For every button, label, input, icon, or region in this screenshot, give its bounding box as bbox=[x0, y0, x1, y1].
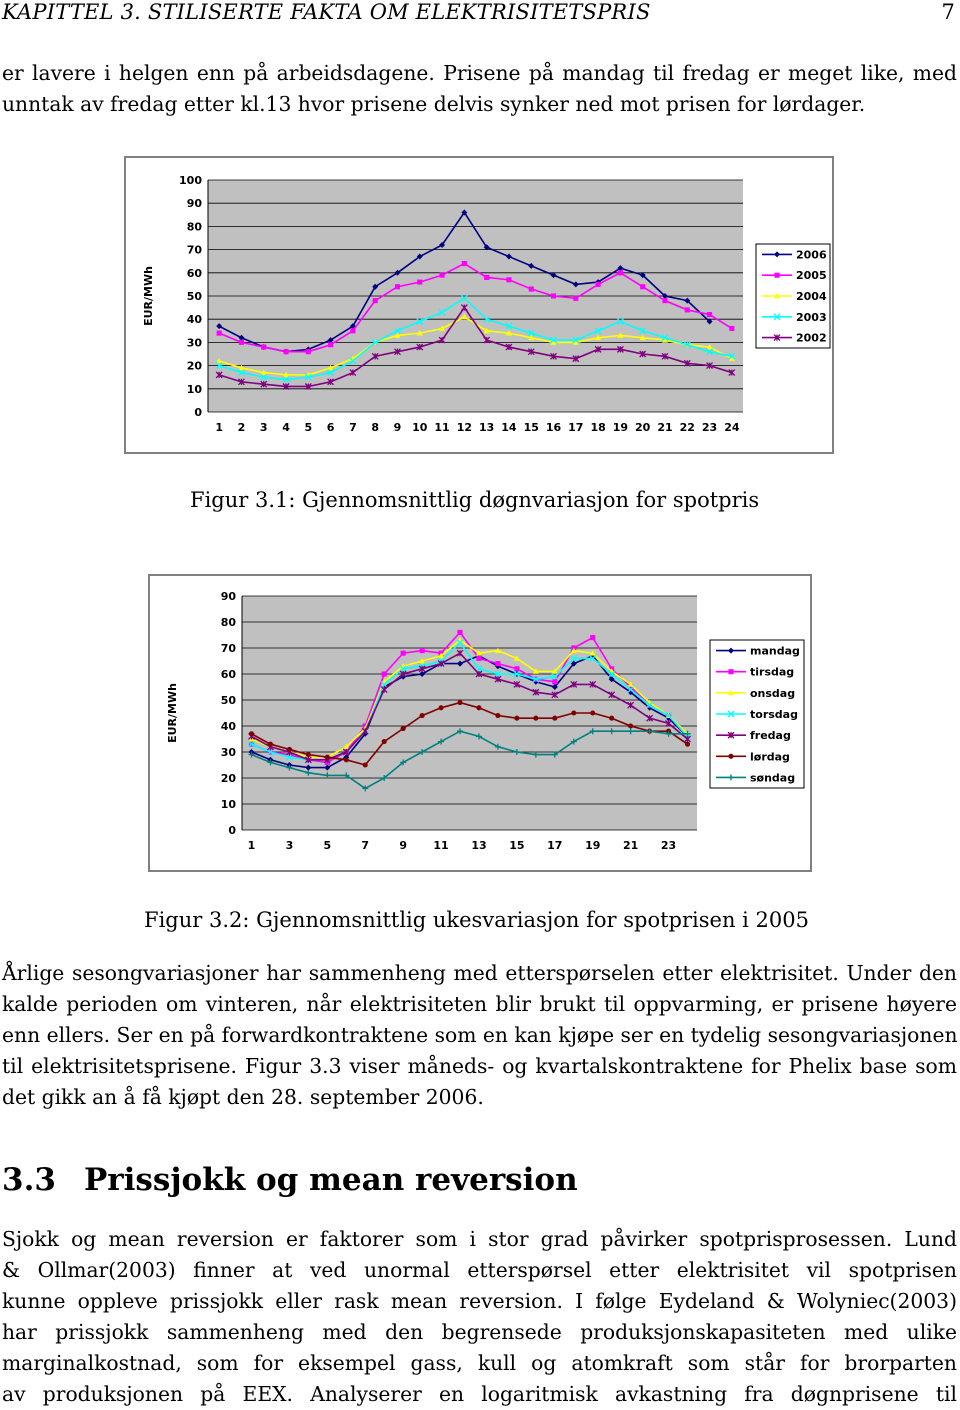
x-tick-label: 18 bbox=[590, 421, 606, 434]
legend-label: mandag bbox=[750, 644, 800, 658]
figure-3-1-chart bbox=[124, 156, 834, 454]
y-tick-label: 20 bbox=[220, 772, 236, 785]
data-point bbox=[495, 661, 500, 666]
data-point bbox=[325, 755, 330, 760]
data-point bbox=[401, 651, 406, 656]
data-point bbox=[728, 754, 733, 759]
text-line: er lavere i helgen enn på arbeidsdagene. Prisene på mandag til fredag er meget like, med bbox=[2, 61, 957, 85]
legend bbox=[710, 640, 804, 788]
x-tick-label: 12 bbox=[456, 421, 473, 434]
x-tick-label: 1 bbox=[215, 421, 223, 434]
chart-svg bbox=[148, 574, 812, 872]
data-point bbox=[261, 344, 266, 349]
legend-label: 2004 bbox=[796, 290, 827, 303]
data-point bbox=[707, 312, 712, 317]
x-tick-label: 11 bbox=[434, 421, 450, 434]
y-tick-label: 40 bbox=[220, 720, 236, 733]
legend-label: lørdag bbox=[750, 750, 790, 764]
body-paragraph bbox=[2, 958, 957, 1113]
legend-label: torsdag bbox=[750, 708, 798, 721]
data-point bbox=[728, 669, 733, 674]
data-point bbox=[476, 656, 481, 661]
data-point bbox=[239, 340, 244, 345]
text-line: det gikk an å få kjøpt den 28. september 2006. bbox=[2, 1085, 484, 1109]
data-point bbox=[440, 273, 445, 278]
data-point bbox=[395, 284, 400, 289]
x-tick-label: 3 bbox=[259, 421, 268, 434]
y-tick-label: 70 bbox=[186, 243, 202, 257]
data-point bbox=[382, 739, 387, 744]
data-point bbox=[685, 307, 690, 312]
x-tick-label: 7 bbox=[349, 421, 357, 434]
x-tick-label: 13 bbox=[478, 421, 495, 434]
data-point bbox=[350, 328, 355, 333]
data-point bbox=[685, 742, 690, 747]
section-heading bbox=[2, 1162, 578, 1198]
data-point bbox=[268, 742, 273, 747]
intro-paragraph bbox=[2, 58, 957, 120]
legend-label: 2003 bbox=[796, 310, 827, 324]
x-tick-label: 23 bbox=[701, 421, 718, 434]
x-tick-label: 6 bbox=[326, 421, 335, 434]
x-tick-label: 13 bbox=[471, 839, 487, 852]
text-line: kalde perioden om vinteren, når elektrisiteten blir brukt til oppvarming, er prisene høyere bbox=[2, 992, 957, 1016]
y-tick-label: 80 bbox=[186, 220, 202, 234]
data-point bbox=[328, 342, 333, 347]
legend-label: onsdag bbox=[750, 686, 796, 700]
data-point bbox=[551, 293, 556, 298]
y-axis-label: EUR/MWh bbox=[142, 266, 155, 326]
x-tick-label: 15 bbox=[509, 839, 525, 852]
y-tick-label: 90 bbox=[220, 590, 236, 603]
data-point bbox=[506, 277, 511, 282]
text-line: Sjokk og mean reversion er faktorer som i stor grad påvirker spotprisprosessen. Lund bbox=[2, 1227, 957, 1251]
x-tick-label: 11 bbox=[433, 839, 449, 852]
y-tick-label: 50 bbox=[220, 694, 236, 707]
data-point bbox=[628, 723, 633, 728]
x-tick-label: 19 bbox=[612, 421, 629, 434]
data-point bbox=[495, 713, 500, 718]
data-point bbox=[217, 331, 222, 336]
y-tick-label: 30 bbox=[186, 336, 202, 350]
x-tick-label: 5 bbox=[304, 421, 313, 434]
x-tick-label: 4 bbox=[282, 421, 290, 434]
legend bbox=[756, 244, 830, 348]
x-tick-label: 22 bbox=[679, 421, 695, 434]
text-line: marginalkostnad, som for eksempel gass, kull og atomkraft som står for brorparten bbox=[2, 1351, 957, 1375]
y-axis-label: EUR/MWh bbox=[166, 683, 179, 743]
x-tick-label: 23 bbox=[660, 839, 677, 852]
x-tick-label: 21 bbox=[657, 421, 673, 434]
x-tick-label: 8 bbox=[371, 421, 380, 434]
section-paragraph bbox=[2, 1224, 957, 1410]
y-tick-label: 70 bbox=[220, 642, 236, 655]
x-tick-label: 20 bbox=[635, 421, 651, 434]
y-tick-label: 60 bbox=[186, 266, 202, 280]
x-tick-label: 24 bbox=[724, 421, 740, 434]
legend-label: fredag bbox=[750, 729, 791, 743]
y-tick-label: 90 bbox=[186, 197, 202, 211]
y-tick-label: 80 bbox=[220, 616, 236, 629]
x-tick-label: 14 bbox=[501, 421, 517, 434]
x-tick-label: 2 bbox=[237, 421, 246, 434]
x-tick-label: 17 bbox=[568, 421, 584, 434]
plot-area bbox=[242, 596, 697, 830]
data-point bbox=[529, 286, 534, 291]
legend-label: 2005 bbox=[796, 269, 827, 283]
y-tick-label: 60 bbox=[220, 668, 236, 681]
data-point bbox=[618, 270, 623, 275]
data-point bbox=[552, 716, 557, 721]
data-point bbox=[729, 326, 734, 331]
figure-3-1-caption: Figur 3.1: Gjennomsnittlig døgnvariasjon for spotpris bbox=[190, 488, 760, 512]
data-point bbox=[462, 261, 467, 266]
legend-label: tirsdag bbox=[750, 665, 795, 679]
text-line: enn ellers. Ser en på forwardkontraktene som en kan kjøpe ser en tydelig sesongvariasjonen bbox=[2, 1023, 958, 1047]
data-point bbox=[417, 280, 422, 285]
legend-label: 2002 bbox=[796, 331, 827, 345]
section-title: Prissjokk og mean reversion bbox=[84, 1162, 578, 1198]
data-point bbox=[533, 716, 538, 721]
data-point bbox=[514, 666, 519, 671]
y-tick-label: 0 bbox=[194, 406, 202, 419]
y-tick-label: 50 bbox=[186, 290, 202, 303]
x-tick-label: 3 bbox=[285, 839, 294, 852]
data-point bbox=[552, 679, 557, 684]
x-tick-label: 17 bbox=[547, 839, 563, 852]
y-tick-label: 0 bbox=[228, 824, 236, 837]
legend-label: søndag bbox=[750, 771, 796, 785]
data-point bbox=[401, 726, 406, 731]
text-line: kunne oppleve prissjokk eller rask mean reversion. I følge Eydeland & Wolyniec(2003) bbox=[2, 1289, 957, 1313]
text-line: til elektrisitetsprisene. Figur 3.3 viser måneds- og kvartalskontraktene for Phelix base som bbox=[2, 1054, 957, 1078]
running-header bbox=[2, 0, 957, 28]
data-point bbox=[640, 284, 645, 289]
data-point bbox=[590, 635, 595, 640]
y-tick-label: 10 bbox=[220, 798, 236, 811]
data-point bbox=[662, 298, 667, 303]
data-point bbox=[596, 282, 601, 287]
text-line: av produksjonen på EEX. Analyserer en logaritmisk avkastning fra døgnprisene til bbox=[2, 1382, 957, 1406]
data-point bbox=[249, 731, 254, 736]
chart-svg bbox=[124, 156, 834, 454]
data-point bbox=[484, 275, 489, 280]
data-point bbox=[573, 296, 578, 301]
data-point bbox=[306, 752, 311, 757]
data-point bbox=[344, 757, 349, 762]
data-point bbox=[283, 349, 288, 354]
y-tick-label: 20 bbox=[186, 359, 202, 373]
y-tick-label: 30 bbox=[220, 746, 236, 759]
data-point bbox=[420, 648, 425, 653]
data-point bbox=[457, 700, 462, 705]
chapter-title: KAPITTEL 3. STILISERTE FAKTA OM ELEKTRISITETSPRIS bbox=[2, 0, 651, 24]
text-line: unntak av fredag etter kl.13 hvor prisene delvis synker ned mot prisen for lørdager. bbox=[2, 92, 866, 116]
data-point bbox=[382, 671, 387, 676]
data-point bbox=[439, 705, 444, 710]
figure-3-2-caption: Figur 3.2: Gjennomsnittlig ukesvariasjon for spotprisen i 2005 bbox=[144, 908, 809, 932]
data-point bbox=[306, 349, 311, 354]
data-point bbox=[571, 710, 576, 715]
y-tick-label: 10 bbox=[186, 382, 202, 396]
x-tick-label: 21 bbox=[622, 839, 639, 852]
y-tick-label: 40 bbox=[186, 313, 202, 327]
text-line: har prissjokk sammenheng med den begrensede produksjonskapasiteten med ulike bbox=[2, 1320, 957, 1344]
data-point bbox=[457, 630, 462, 635]
data-point bbox=[774, 273, 779, 278]
x-tick-label: 1 bbox=[247, 839, 256, 852]
figure-3-2-chart bbox=[148, 574, 812, 872]
data-point bbox=[514, 716, 519, 721]
data-point bbox=[420, 713, 425, 718]
x-tick-label: 5 bbox=[323, 839, 332, 852]
text-line: Årlige sesongvariasjoner har sammenheng med etterspørselen etter elektrisitet. Under den bbox=[2, 961, 957, 985]
x-tick-label: 15 bbox=[523, 421, 539, 434]
x-tick-label: 7 bbox=[361, 839, 370, 852]
data-point bbox=[609, 716, 614, 721]
data-point bbox=[373, 298, 378, 303]
legend-label: 2006 bbox=[796, 248, 827, 262]
x-tick-label: 16 bbox=[545, 421, 562, 434]
data-point bbox=[363, 762, 368, 767]
data-point bbox=[287, 747, 292, 752]
page-number: 7 bbox=[941, 0, 955, 24]
x-tick-label: 9 bbox=[393, 421, 402, 434]
text-line: & Ollmar(2003) finner at ved unormal etterspørsel etter elektrisitet vil spotprisen bbox=[2, 1258, 957, 1282]
x-tick-label: 9 bbox=[399, 839, 407, 852]
x-tick-label: 10 bbox=[412, 421, 428, 434]
x-tick-label: 19 bbox=[585, 839, 601, 852]
y-tick-label: 100 bbox=[179, 174, 202, 187]
data-point bbox=[590, 710, 595, 715]
section-number: 3.3 bbox=[2, 1162, 56, 1198]
data-point bbox=[476, 705, 481, 710]
